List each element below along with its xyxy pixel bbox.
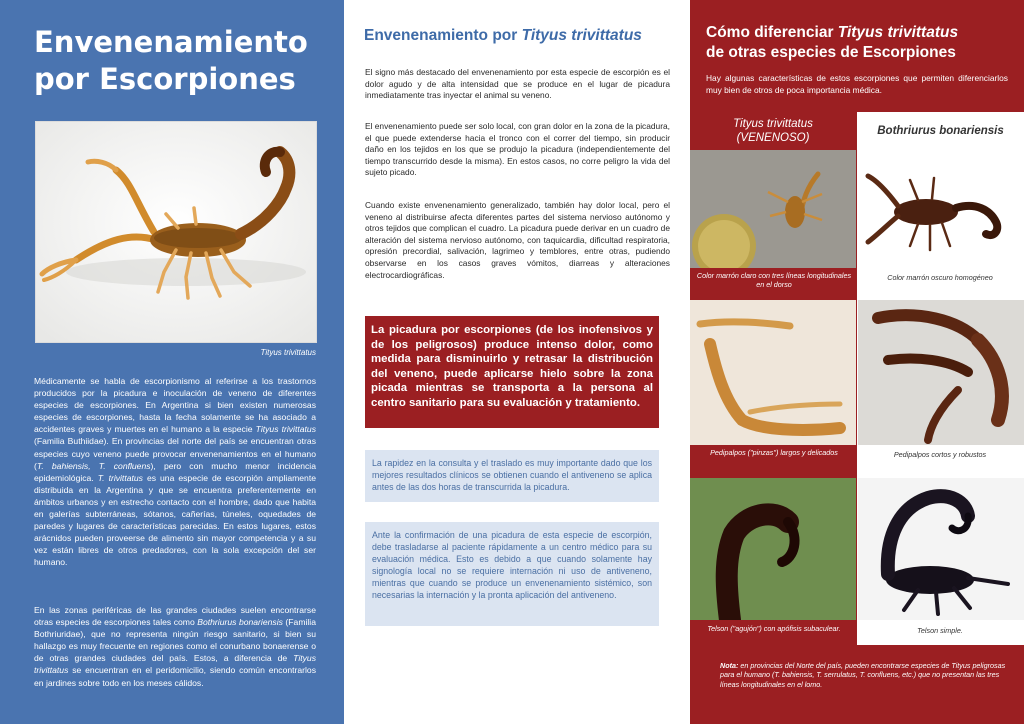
tityus-telson-illustration	[690, 478, 856, 620]
tityus-pedipalp-illustration	[690, 300, 856, 445]
bothriurus-dorsal-illustration	[858, 150, 1024, 268]
caption-tityus-pedipalps: Pedipalpos ("pinzas") largos y delicados	[710, 448, 838, 457]
scorpion-illustration	[36, 122, 317, 343]
text-run: En las zonas periféricas de las grandes ciudades suelen encontrarse otras especies de escorpiones tales como	[34, 605, 316, 628]
text-run: se encuentran en el peridomicilio, siendo común encontrarlos en jardines sobre todo en los meses cálidos.	[34, 665, 316, 688]
column-header-status: (VENENOSO)	[736, 132, 810, 144]
middle-title-text: Envenenamiento por	[364, 27, 522, 44]
caption-bothriurus-telson: Telson simple.	[917, 626, 963, 635]
bothriurus-dorsal-photo	[858, 150, 1024, 268]
species-name: Bothriurus bonariensis	[197, 617, 283, 628]
left-title-line2: por Escorpiones	[34, 62, 296, 96]
species-name: Tityus trivittatus	[255, 424, 316, 435]
left-paragraph-2	[34, 604, 316, 689]
note-text: en provincias del Norte del país, pueden encontrarse especies de Tityus peligrosas para el humano (T. bahiensis, T. serrulatus, T. confluens, etc.) que no presentan las tres líneas longitudinales en el lomo.	[720, 661, 1006, 689]
photo-caption: Tityus trivittatus	[260, 348, 316, 357]
column-header-harmless: Bothriurus bonariensis	[857, 112, 1024, 150]
bothriurus-telson-illustration	[858, 478, 1024, 620]
bothriurus-telson-photo	[858, 478, 1024, 620]
species-name: Tityus trivittatus	[34, 653, 316, 676]
middle-panel	[344, 0, 690, 724]
text-run: es una especie de escorpión ampliamente distribuida en la Argentina y que se encuentra preferentemente en ámbitos urbanos y en estrecho contacto con el hombre, dado que habita en galerías subterráneas, sótanos, cañerías, túneles, oquedades de paredes y lugares de características parecidas. En estos lugares, estos arácnidos pueden proveerse de alimento sin mayor competencia y a su vez están libres de otros predadores, con la sola excepción del ser humano.	[34, 472, 316, 568]
text-run: Médicamente se habla de escorpionismo al referirse a los trastornos producidos por la picadura e inoculación de veneno de diferentes especies de escorpiones. En Argentina si bien existen numerosas especies de escorpiones, hasta la fecha solamente se ha asociado a accidentes graves y muertes en el humano a la especie	[34, 376, 316, 435]
regional-note	[720, 661, 1010, 689]
text-run: (Familia Bothriuridae), que no representa ningún riesgo sanitario, si bien su hallazgo es muy frecuente en regiones como el conurbano bonaerense o de otras grandes ciudades del país. Estos, a diferencia de	[34, 617, 316, 664]
antivenom-timing-box: La rapidez en la consulta y el traslado es muy importante dado que los mejores resultados clínicos se obtienen cuando el antiveneno se aplica antes de las dos horas de transcurrida la picadura.	[365, 450, 659, 502]
tityus-dorsal-illustration	[690, 150, 856, 268]
right-panel	[690, 0, 1024, 724]
middle-title	[364, 27, 674, 45]
right-title-species: Tityus trivittatus	[837, 24, 959, 41]
caption-bothriurus-color: Color marrón oscuro homogéneo	[887, 273, 993, 282]
left-panel	[0, 0, 344, 724]
ice-advice-box: La picadura por escorpiones (de los inofensivos y de los peligrosos) produce intenso dolor, como medida para disminuirlo y retrasar la distribución del veneno, puede aplicarse hielo sobre la zona picada mientras se transporta a la persona al centro sanitario para su evaluación y tratamiento.	[365, 316, 659, 428]
left-paragraph-1	[34, 375, 316, 569]
species-name: T. trivittatus	[97, 472, 143, 483]
column-header-species: Tityus trivittatus	[733, 118, 813, 130]
left-title	[34, 24, 334, 98]
caption-bothriurus-pedipalps: Pedipalpos cortos y robustos	[893, 450, 987, 459]
caption-tityus-color: Color marrón claro con tres líneas longitudinales en el dorso	[696, 271, 852, 290]
right-title-text: Cómo diferenciar	[706, 24, 838, 41]
right-title-line2: de otras especies de Escorpiones	[706, 44, 956, 61]
species-name: T. bahiensis, T. confluens	[36, 460, 151, 471]
bothriurus-pedipalp-illustration	[858, 300, 1024, 445]
transport-advice-box: Ante la confirmación de una picadura de esta especie de escorpión, debe trasladarse al paciente rápidamente a un centro médico para su evaluación médica. Esto es debido a que cuando solamente hay signología local no se requiere internación ni uso de antiveneno, mientras que cuando se produce un envenenamiento sistémico, son necesarias la internación y la pronta aplicación del antiveneno.	[365, 522, 659, 626]
middle-paragraph-3: Cuando existe envenenamiento generalizado, también hay dolor local, pero el veneno al distribuirse afecta diferentes partes del sistema nervioso autónomo y otros tejidos que complican el cuadro. La picadura puede derivar en un cuadro de alteración del sistema nervioso autónomo, con taquicardia, dificultad respiratoria, opresión precordial, salivación, lagrimeo y temblores, entre otras, pudiendo observarse en los casos graves vómitos, diarreas y alteraciones electrocardiográficas.	[365, 200, 670, 280]
text-run: (Familia Buthiidae). En provincias del norte del país se encuentran otras especies cuyo veneno puede provocar envenenamientos en el humano (	[34, 436, 316, 471]
bothriurus-pedipalp-photo	[858, 300, 1024, 445]
tityus-pedipalp-photo	[690, 300, 856, 445]
tityus-telson-photo	[690, 478, 856, 620]
middle-paragraph-2: El envenenamiento puede ser solo local, con gran dolor en la zona de la picadura, el que puede extenderse hacia el tronco con el correr del tiempo, sin producir daño en los tejidos en los que se produjo la picadura (independientemente del tiempo transcurrido desde la misma). En estos casos, no corre peligro la vida del sujeto picado.	[365, 121, 670, 178]
caption-tityus-telson: Telson ("agujón") con apófisis subaculear.	[707, 624, 841, 633]
left-title-line1: Envenenamiento	[34, 25, 308, 59]
middle-title-species: Tityus trivittatus	[521, 27, 642, 44]
text-run: ), pero con mucho menor incidencia epidemiológica.	[34, 460, 316, 483]
scorpion-photo	[35, 121, 317, 343]
right-title	[706, 23, 1018, 63]
middle-paragraph-1: El signo más destacado del envenenamiento por esta especie de escorpión es el dolor agudo y de alta intensidad que se produce en el lugar de picadura inmediatamente tras inyectar el animal su veneno.	[365, 67, 670, 101]
column-header-venomous	[690, 117, 856, 145]
right-intro: Hay algunas características de estos escorpiones que permiten diferenciarlos muy bien de otros de poca importancia médica.	[706, 73, 1008, 95]
tityus-dorsal-photo	[690, 150, 856, 268]
note-label: Nota:	[720, 661, 739, 670]
